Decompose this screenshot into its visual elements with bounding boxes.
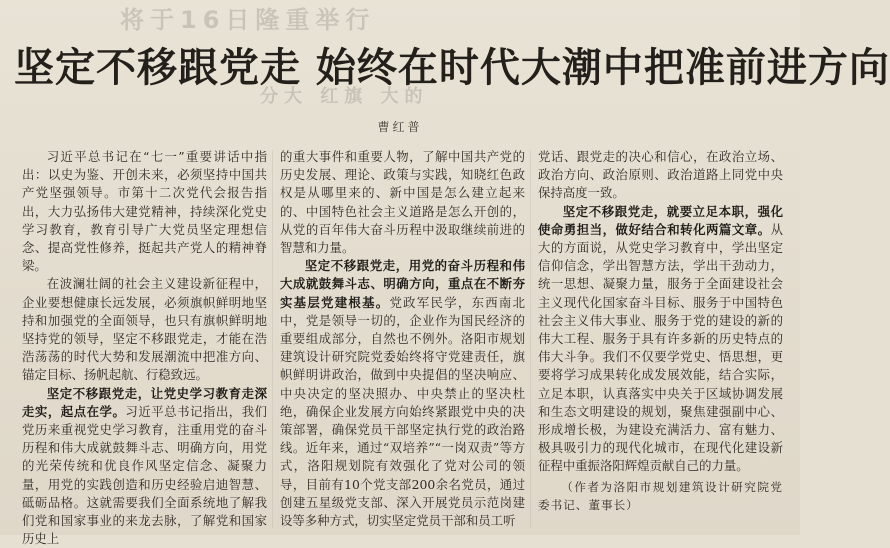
- paragraph-lead: 坚定不移跟党走，让党史学习教育走深走实，起点在学。: [22, 385, 267, 419]
- paragraph-lead: 坚定不移跟党走，用党的奋斗历程和伟大成就鼓舞斗志、明确方向，重点在不断夯实基层党建根基。: [280, 258, 525, 310]
- bleed-through-text-top: 将于16日隆重举行: [120, 6, 376, 34]
- paragraph: 党话、跟党走的决心和信心，在政治立场、政治方向、政治原则、政治道路上同党中央保持高度一致。: [538, 149, 783, 201]
- bleed-through-text-mid: 分大 红旗 大的: [260, 86, 429, 107]
- column-divider: [272, 150, 273, 528]
- paragraph: [280, 257, 525, 530]
- paragraph: 的重大事件和重要人物，了解中国共产党的历史发展、理论、政策与实践，知晓红色政权是从哪里来的、新中国是怎么建立起来的、中国特色社会主义道路是怎么开创的，从党的百年伟大奋斗历程中汲取继续前进的智慧和力量。: [280, 149, 525, 256]
- paragraph: 在波澜壮阔的社会主义建设新征程中，企业要想健康长远发展，必须旗帜鲜明地坚持和加强党的全面领导，也只有旗帜鲜明地坚持党的领导，坚定不移跟党走，才能在浩浩荡荡的时代大势和发展潮流中把准方向、锚定目标、扬帆起航、行稳致远。: [22, 276, 267, 383]
- column-divider: [530, 150, 531, 528]
- paragraph-body: 从大的方面说，从党史学习教育中，学出坚定信仰信念，学出智慧方法，学出干劲动力，统一思想、凝聚力量，服务于全面建设社会主义现代化国家奋斗目标、服务于中国特色社会主义伟大事业、服务于党的建设的新的伟大工程、服务于具有许多新的历史特点的伟大斗争。我们不仅要学党史、悟思想，更要将学习成果转化成发展效能，结合实际，立足本职，认真落实中央关于区域协调发展和生态文明建设的规划，聚焦建强副中心、形成增长极，为建设充满活力、富有魅力、极具吸引力的现代化城市，在现代化建设新征程中重振洛阳辉煌贡献自己的力量。: [538, 221, 783, 474]
- paragraph: [538, 203, 783, 476]
- article-author: 曹红普: [377, 120, 423, 134]
- paragraph-body: 党政军民学，东西南北中，党是领导一切的，企业作为国民经济的重要组成部分，自然也不例外。洛阳市规划建筑设计研究院党委始终将守党建责任，旗帜鲜明讲政治，做到中央提倡的坚决响应、中央决定的坚决照办、中央禁止的坚决杜绝，确保企业发展方向始终紧跟党中央的决策部署，确保党员干部坚定执行党的政治路线。近年来，通过“双培养”“一岗双责”等方式，洛阳规划院有效强化了党对公司的领导，目前有10个党支部200余名党员，通过创建五星级党支部、深入开展党员示范岗建设等多种方式，切实坚定党员干部和员工听: [280, 294, 526, 529]
- paragraph: [22, 385, 267, 548]
- article-column-2: [280, 148, 525, 535]
- paragraph-lead: 坚定不移跟党走，就要立足本职，强化使命勇担当，做好结合和转化两篇文章。: [538, 203, 783, 237]
- article-column-1: [22, 148, 268, 547]
- paragraph-body: 习近平总书记指出，我们党历来重视党史学习教育，注重用党的奋斗历程和伟大成就鼓舞斗志、明确方向，用党的光荣传统和优良作风坚定信念、凝聚力量，用党的实践创造和历史经验启迪智慧、砥砺品格。这就需要我们全面系统地了解我们党和国家事业的来龙去脉，了解党和国家历史上: [22, 403, 268, 547]
- article-column-3: [538, 148, 783, 535]
- article-headline: 坚定不移跟党走 始终在时代大潮中把准前进方向: [14, 45, 890, 91]
- author-signature: （作者为洛阳市规划建筑设计研究院党委书记、董事长）: [538, 479, 783, 512]
- paragraph: 习近平总书记在“七一”重要讲话中指出：以史为鉴、开创未来，必须坚持中国共产党坚强领导。市第十二次党代会报告指出，大力弘扬伟大建党精神，持续深化党史学习教育，教育引导广大党员坚定理想信念、提高党性修养，挺起共产党人的精神脊梁。: [22, 149, 267, 274]
